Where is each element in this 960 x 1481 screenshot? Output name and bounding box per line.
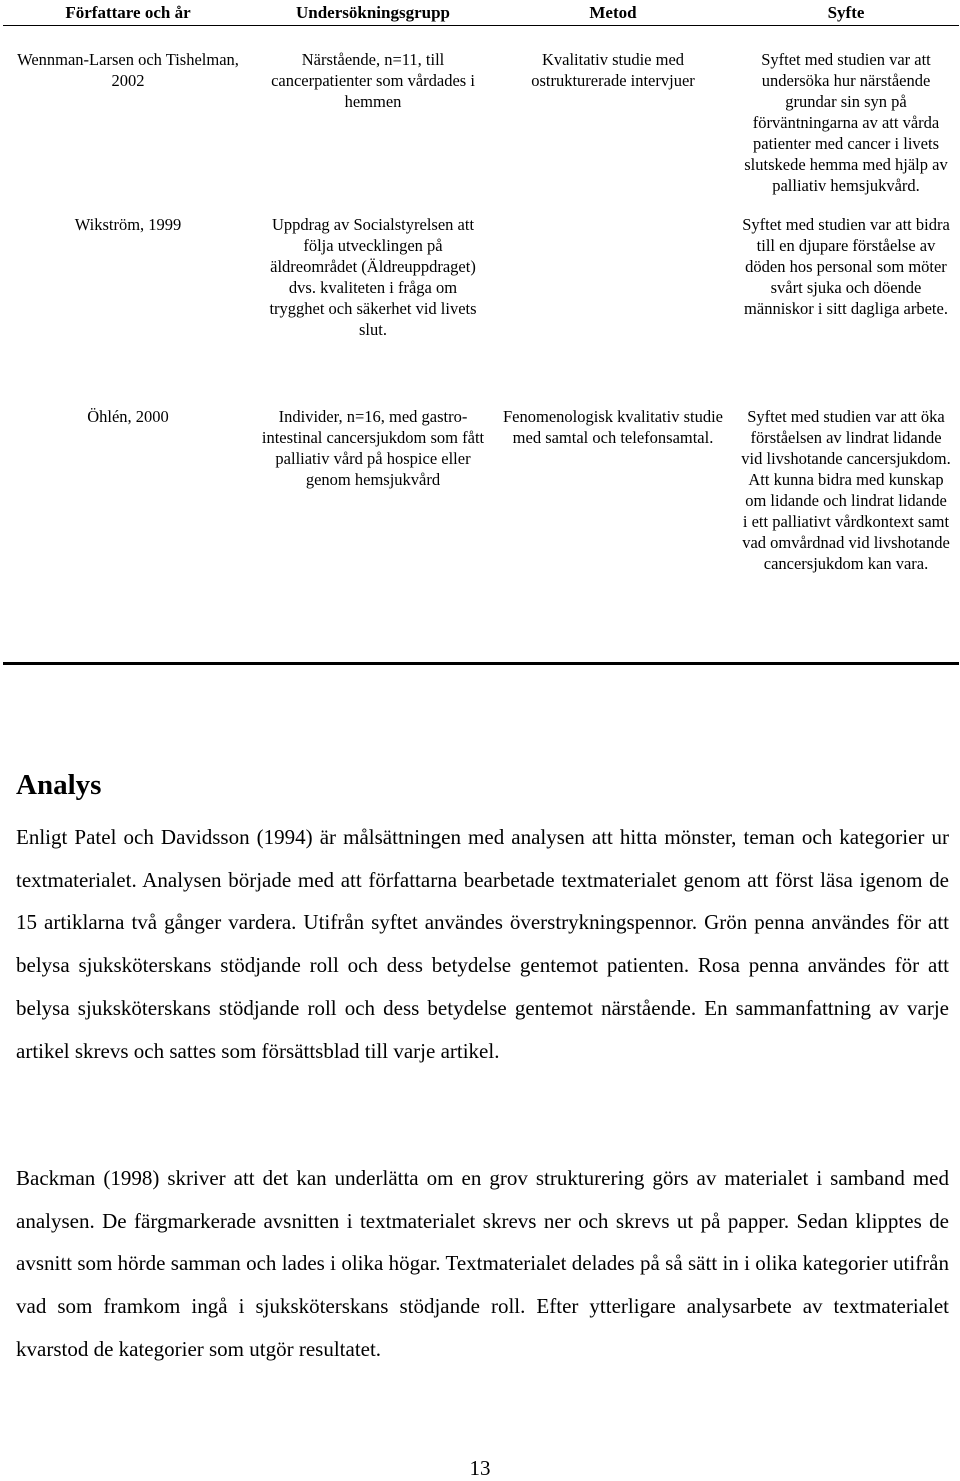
table-bottom-rule bbox=[3, 662, 959, 665]
table-row bbox=[3, 26, 959, 215]
cell-aim: Syftet med studien var att bidra till en djupare förståelse av döden hos personal som möter svårt sjuka och döende människor i sitt dagliga arbete. bbox=[742, 215, 950, 318]
table-header-row bbox=[3, 0, 959, 26]
cell-aim: Syftet med studien var att öka förståelsen av lindrat lidande vid livshotande cancersjukdom. Att kunna bidra med kunskap om lidande och lindrat lidande i ett palliativt vårdkontext samt vad omvårdnad vid livshotande cancersjukdom kan vara. bbox=[741, 407, 951, 573]
cell-method bbox=[493, 214, 733, 406]
table-row bbox=[3, 214, 959, 406]
cell-group: Närstående, n=11, till cancerpatienter som vårdades i hemmen bbox=[271, 50, 475, 111]
studies-table bbox=[3, 0, 959, 640]
cell-author: Wikström, 1999 bbox=[74, 215, 182, 234]
column-header-author: Författare och år bbox=[3, 0, 253, 26]
page-number: 13 bbox=[469, 1456, 491, 1480]
section-heading: Analys bbox=[16, 769, 102, 801]
cell-method: Fenomenologisk kvalitativ studie med samtal och telefonsamtal. bbox=[503, 407, 723, 447]
cell-author: Öhlén, 2000 bbox=[87, 407, 169, 426]
cell-group: Individer, n=16, med gastro-intestinal cancersjukdom som fått palliativ vård på hospice eller genom hemsjukvård bbox=[261, 407, 485, 489]
column-header-aim: Syfte bbox=[733, 0, 959, 26]
studies-table-container bbox=[3, 0, 959, 640]
cell-group: Uppdrag av Socialstyrelsen att följa utvecklingen på äldreområdet (Äldreuppdraget) dvs. kvaliteten i fråga om trygghet och säkerhet vid livets slut. bbox=[269, 215, 477, 339]
cell-aim: Syftet med studien var att undersöka hur närstående grundar sin syn på förväntningarna av att vårda patienter med cancer i livets slutskede hemma med hjälp av palliativ hemsjukvård. bbox=[744, 50, 948, 195]
column-header-group: Undersökningsgrupp bbox=[253, 0, 493, 26]
body-paragraph: Backman (1998) skriver att det kan underlätta om en grov strukturering görs av materialet i samband med analysen. De färgmarkerade avsnitten i textmaterialet skrevs ner och skrevs ut på papper. Sedan klipptes de avsnitt som hörde samman och lades i olika högar. Textmaterialet delades på så sätt in i olika kategorier utifrån vad som framkom ingå i sjuksköterskans stödjande roll. Efter ytterligare analysarbete av textmaterialet kvarstod de kategorier som utgör resultatet. bbox=[16, 1166, 949, 1361]
cell-method: Kvalitativ studie med ostrukturerade intervjuer bbox=[531, 50, 695, 90]
table-row bbox=[3, 406, 959, 640]
column-header-method: Metod bbox=[493, 0, 733, 26]
cell-author: Wennman-Larsen och Tishelman, 2002 bbox=[17, 50, 239, 90]
body-paragraph: Enligt Patel och Davidsson (1994) är målsättningen med analysen att hitta mönster, teman och kategorier ur textmaterialet. Analysen började med att författarna bearbetade textmaterialet genom att först läsa igenom de 15 artiklarna två gånger vardera. Utifrån syftet användes överstrykningspennor. Grön penna användes för att belysa sjuksköterskans stödjande roll och dess betydelse gentemot patienten. Rosa penna användes för att belysa sjuksköterskans stödjande roll och dess betydelse gentemot närstående. En sammanfattning av varje artikel skrevs och sattes som försättsblad till varje artikel. bbox=[16, 825, 949, 1063]
